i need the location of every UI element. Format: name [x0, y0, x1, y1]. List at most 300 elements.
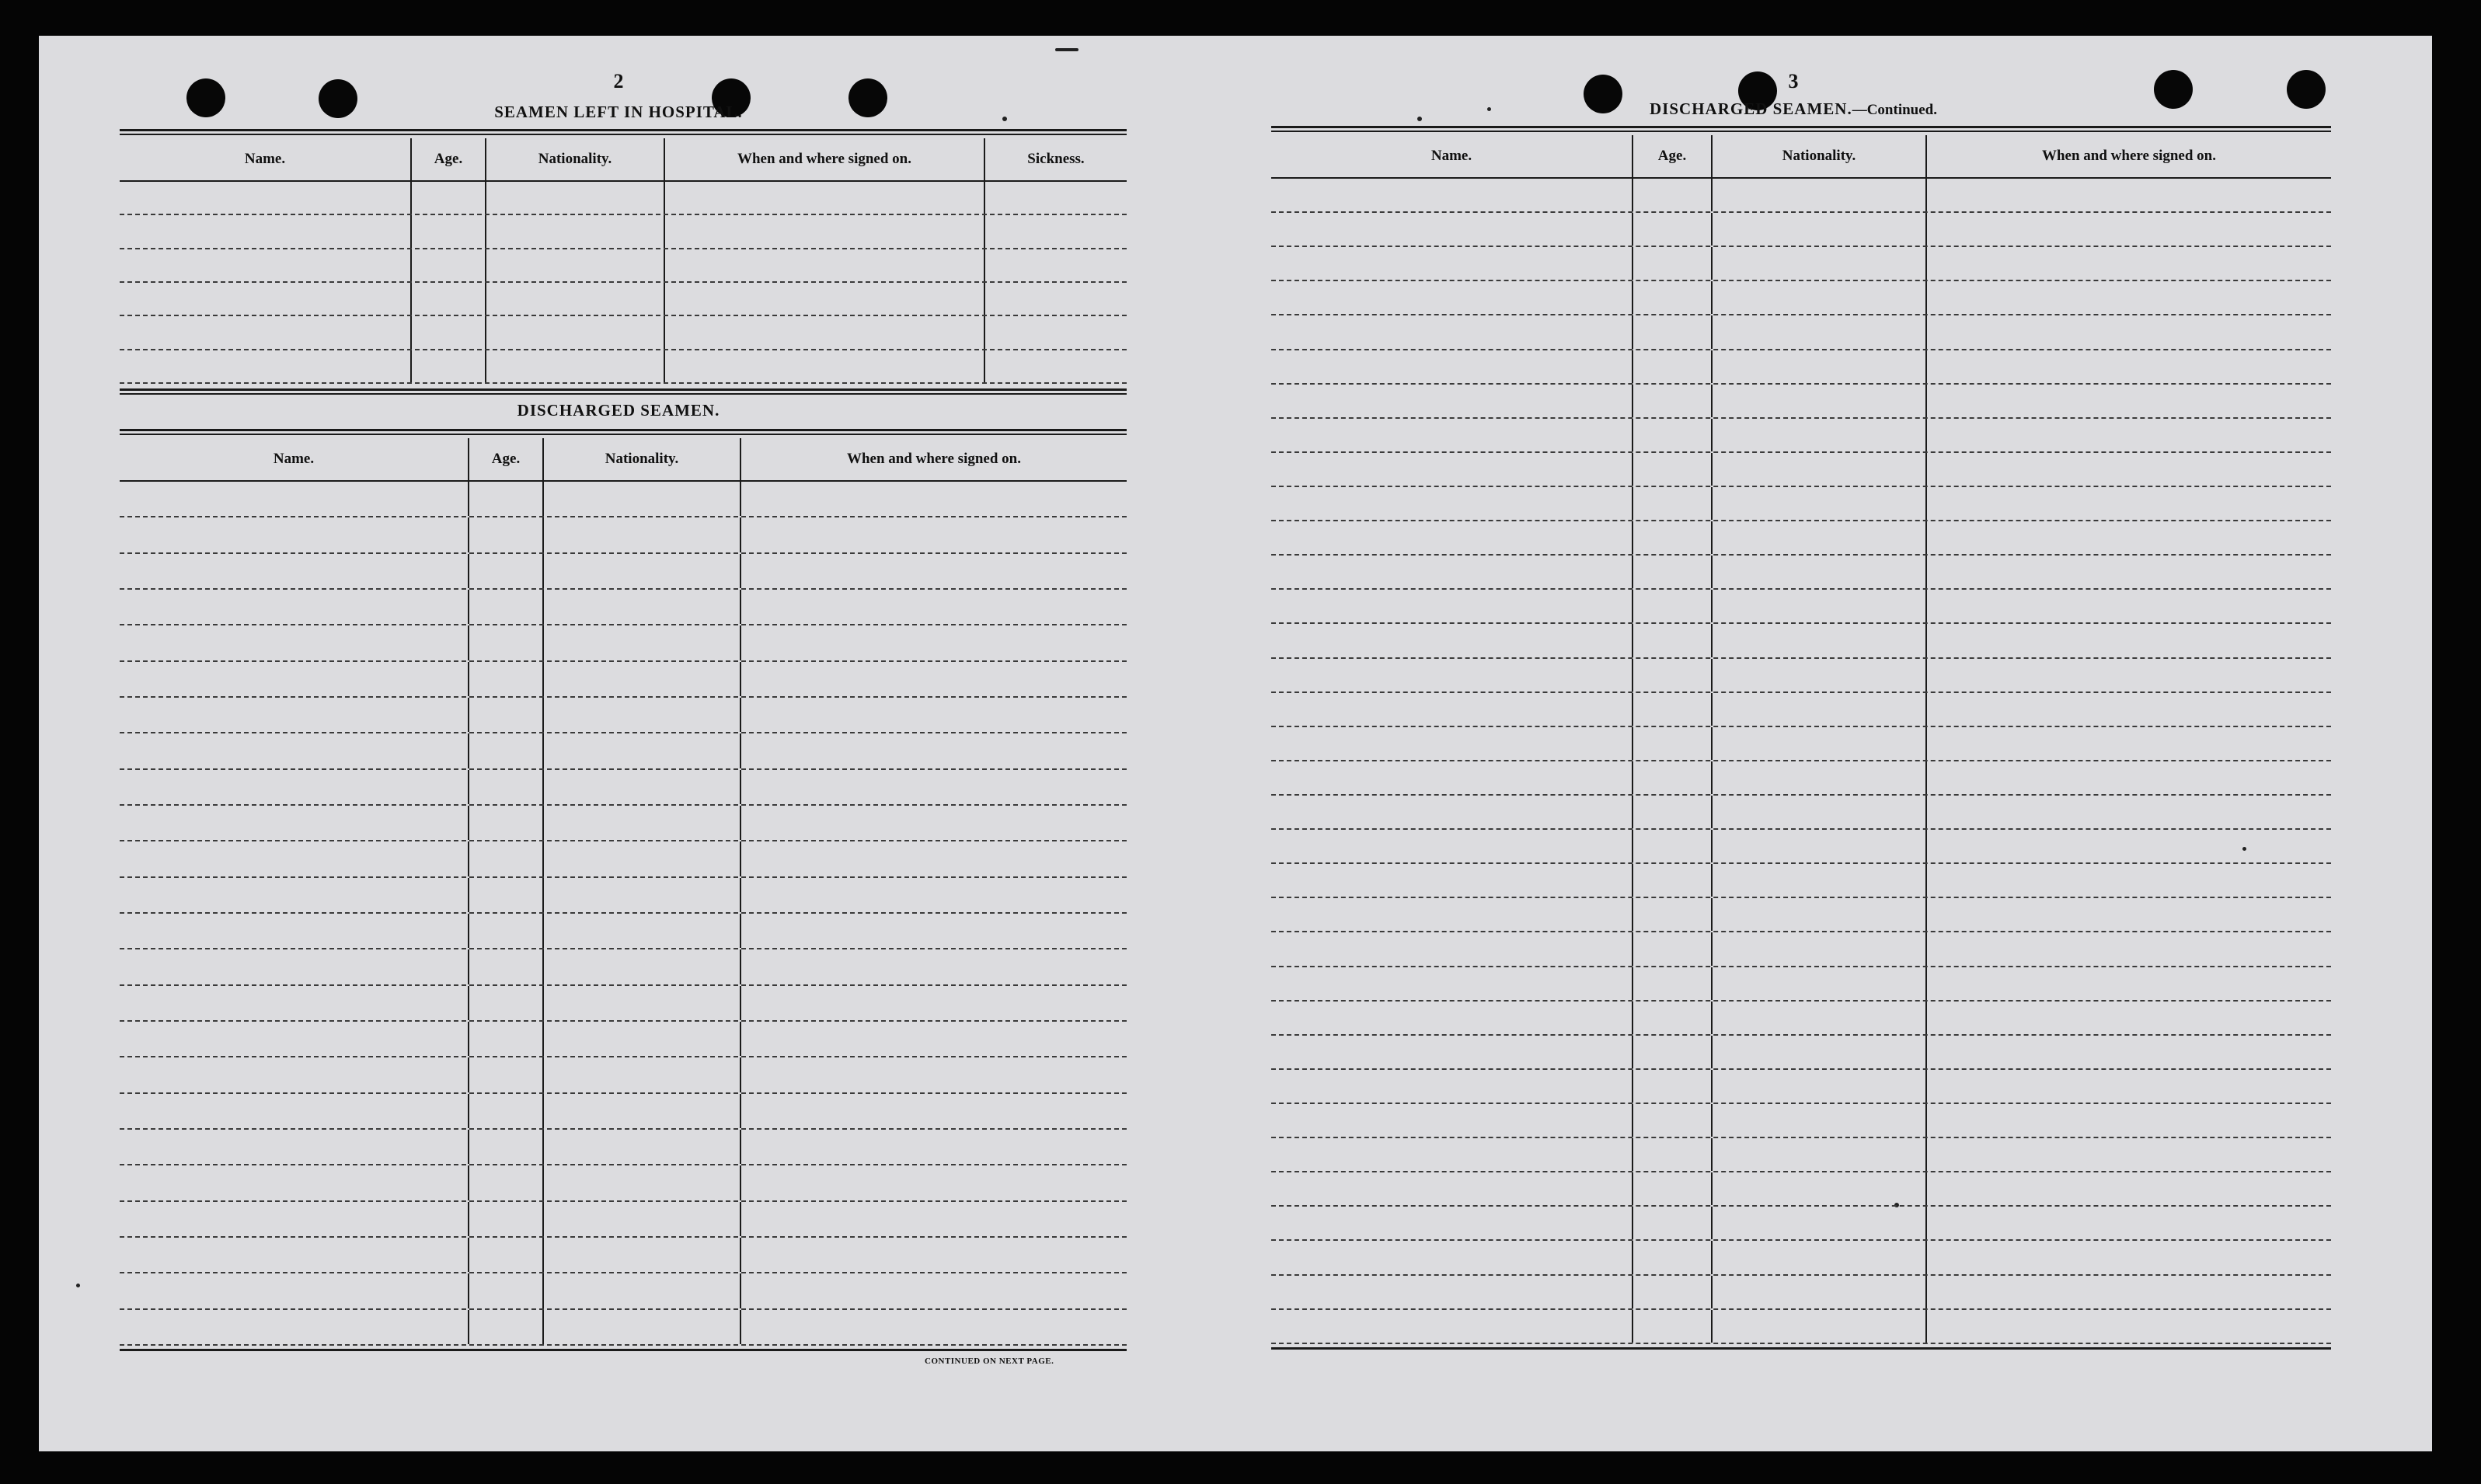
table-cell	[1925, 350, 2331, 383]
table-cell	[1711, 1036, 1925, 1068]
table-cell	[1925, 1172, 2331, 1205]
table-cell	[1925, 967, 2331, 1000]
ink-speck	[1417, 117, 1422, 121]
table-row	[120, 182, 1127, 215]
table-cell	[1711, 556, 1925, 588]
table-cell	[485, 283, 664, 315]
col-header-age: Age.	[468, 438, 542, 480]
table-cell	[1271, 1207, 1632, 1239]
table-row	[1271, 556, 2331, 590]
table-cell	[1632, 659, 1711, 691]
table-cell	[468, 733, 542, 768]
table-cell	[1925, 693, 2331, 726]
ink-speck	[1002, 117, 1007, 121]
table-row	[1271, 624, 2331, 658]
hospital-header-rule	[120, 129, 1127, 135]
table-cell	[1271, 453, 1632, 486]
table-row	[120, 841, 1127, 877]
table-cell	[1271, 315, 1632, 348]
discharged-table-left	[120, 438, 1127, 1347]
punch-hole	[2154, 70, 2193, 109]
punch-hole	[848, 78, 887, 117]
table-cell	[740, 733, 1127, 768]
table-cell	[1925, 247, 2331, 280]
table-cell	[1271, 213, 1632, 246]
table-cell	[1711, 830, 1925, 862]
table-cell	[468, 878, 542, 912]
table-cell	[1925, 761, 2331, 794]
table-cell	[1632, 1002, 1711, 1034]
table-cell	[664, 215, 984, 247]
table-cell	[542, 1022, 740, 1056]
table-cell	[1925, 1138, 2331, 1171]
table-cell	[1925, 830, 2331, 862]
right-bottom-rule	[1271, 1347, 2331, 1350]
table-cell	[1711, 1138, 1925, 1171]
table-cell	[120, 1165, 468, 1200]
table-row	[120, 698, 1127, 733]
table-cell	[120, 1057, 468, 1092]
table-row	[1271, 898, 2331, 932]
table-cell	[1711, 659, 1925, 691]
table-cell	[468, 986, 542, 1020]
table-cell	[1632, 590, 1711, 622]
table-row	[1271, 1241, 2331, 1275]
table-row	[1271, 1002, 2331, 1036]
table-cell	[1925, 385, 2331, 417]
table-cell	[1711, 727, 1925, 760]
table-cell	[120, 554, 468, 588]
table-cell	[1711, 1310, 1925, 1343]
table-cell	[485, 182, 664, 214]
table-cell	[542, 625, 740, 660]
table-cell	[1632, 1310, 1711, 1343]
table-cell	[410, 350, 485, 382]
discharged-top-rule	[120, 388, 1127, 395]
table-cell	[1925, 1207, 2331, 1239]
table-cell	[740, 517, 1127, 552]
table-cell	[468, 662, 542, 696]
table-cell	[1925, 1276, 2331, 1308]
table-cell	[664, 283, 984, 315]
table-cell	[468, 1310, 542, 1344]
table-cell	[542, 698, 740, 732]
table-cell	[1271, 830, 1632, 862]
table-cell	[1925, 521, 2331, 554]
table-cell	[1271, 487, 1632, 520]
table-cell	[468, 1057, 542, 1092]
table-cell	[468, 625, 542, 660]
discharged-title-text: DISCHARGED SEAMEN.	[1650, 99, 1852, 118]
table-cell	[1632, 281, 1711, 314]
table-row	[120, 249, 1127, 283]
table-row	[1271, 967, 2331, 1002]
table-cell	[664, 350, 984, 382]
table-row	[120, 1130, 1127, 1165]
table-cell	[120, 182, 410, 214]
table-row	[120, 949, 1127, 985]
table-cell	[1632, 693, 1711, 726]
table-cell	[1271, 590, 1632, 622]
continued-suffix: —Continued.	[1852, 102, 1937, 118]
punch-hole	[1584, 75, 1622, 113]
table-cell	[1632, 761, 1711, 794]
table-cell	[468, 554, 542, 588]
table-cell	[542, 733, 740, 768]
col-header-name: Name.	[273, 451, 315, 467]
discharged-header-rule	[120, 429, 1127, 435]
table-cell	[542, 1165, 740, 1200]
table-cell	[1711, 1104, 1925, 1137]
col-header-nationality: Nationality.	[542, 438, 740, 480]
discharged-table-left-body	[120, 482, 1127, 1347]
col-header-sickness: Sickness.	[984, 138, 1127, 180]
table-cell	[1271, 1036, 1632, 1068]
ink-speck	[76, 1284, 80, 1287]
table-cell	[740, 1094, 1127, 1128]
table-cell	[1925, 590, 2331, 622]
discharged-section-title-left: DISCHARGED SEAMEN.	[517, 401, 720, 420]
table-cell	[1711, 864, 1925, 897]
table-row	[1271, 350, 2331, 385]
table-row	[120, 482, 1127, 517]
table-cell	[1925, 796, 2331, 828]
table-cell	[1711, 761, 1925, 794]
table-row	[120, 1238, 1127, 1273]
table-row	[120, 350, 1127, 384]
table-row	[120, 215, 1127, 249]
table-cell	[740, 841, 1127, 876]
table-cell	[1632, 830, 1711, 862]
table-cell	[1632, 315, 1711, 348]
table-cell	[1711, 932, 1925, 965]
table-cell	[468, 1238, 542, 1272]
table-row	[1271, 179, 2331, 213]
table-cell	[120, 698, 468, 732]
table-cell	[1711, 1207, 1925, 1239]
hospital-table-body	[120, 182, 1127, 385]
col-header-age: Age.	[1632, 135, 1711, 177]
hospital-section-title: SEAMEN LEFT IN HOSPITAL.	[494, 103, 743, 121]
table-cell	[1632, 213, 1711, 246]
table-cell	[120, 1022, 468, 1056]
table-cell	[1925, 1002, 2331, 1034]
table-cell	[542, 590, 740, 624]
table-row	[120, 733, 1127, 769]
table-cell	[542, 517, 740, 552]
table-cell	[1271, 179, 1632, 211]
table-cell	[1711, 1172, 1925, 1205]
table-cell	[542, 482, 740, 516]
table-cell	[1925, 453, 2331, 486]
table-row	[120, 878, 1127, 914]
table-cell	[542, 1310, 740, 1344]
table-cell	[1632, 1104, 1711, 1137]
table-cell	[120, 949, 468, 984]
table-cell	[468, 949, 542, 984]
table-row	[1271, 247, 2331, 281]
table-row	[1271, 590, 2331, 624]
table-row	[1271, 453, 2331, 487]
table-row	[120, 1310, 1127, 1346]
table-cell	[1711, 693, 1925, 726]
ink-speck	[1055, 48, 1078, 51]
table-row	[1271, 1104, 2331, 1138]
table-row	[120, 283, 1127, 316]
table-cell	[1711, 247, 1925, 280]
table-cell	[1632, 1172, 1711, 1205]
table-row	[1271, 1036, 2331, 1070]
table-cell	[1632, 453, 1711, 486]
table-cell	[1925, 932, 2331, 965]
table-cell	[120, 316, 410, 348]
table-cell	[120, 914, 468, 948]
table-cell	[1271, 419, 1632, 451]
table-cell	[1711, 898, 1925, 931]
table-cell	[1632, 624, 1711, 657]
table-cell	[1632, 556, 1711, 588]
table-cell	[120, 517, 468, 552]
table-row	[120, 590, 1127, 625]
table-cell	[468, 1022, 542, 1056]
table-cell	[1271, 932, 1632, 965]
table-cell	[1711, 213, 1925, 246]
table-cell	[120, 662, 468, 696]
table-cell	[1711, 350, 1925, 383]
table-row	[1271, 213, 2331, 247]
table-cell	[740, 1057, 1127, 1092]
table-cell	[740, 806, 1127, 840]
table-row	[120, 1094, 1127, 1130]
punch-hole	[319, 79, 357, 118]
table-cell	[120, 1202, 468, 1236]
table-cell	[485, 215, 664, 247]
table-cell	[664, 249, 984, 281]
table-cell	[1925, 1104, 2331, 1137]
table-cell	[468, 482, 542, 516]
table-cell	[1271, 693, 1632, 726]
page-number-left: 2	[613, 70, 624, 92]
table-row	[1271, 659, 2331, 693]
table-row	[120, 1022, 1127, 1057]
table-cell	[120, 1310, 468, 1344]
table-cell	[740, 590, 1127, 624]
table-row	[1271, 385, 2331, 419]
table-cell	[1632, 864, 1711, 897]
table-cell	[740, 1202, 1127, 1236]
table-cell	[984, 350, 1127, 382]
table-cell	[468, 1273, 542, 1308]
table-cell	[1925, 556, 2331, 588]
table-cell	[1271, 1172, 1632, 1205]
table-cell	[1711, 1070, 1925, 1103]
table-cell	[984, 182, 1127, 214]
table-cell	[1271, 864, 1632, 897]
table-cell	[120, 590, 468, 624]
table-cell	[1271, 350, 1632, 383]
table-row	[1271, 1138, 2331, 1172]
table-row	[1271, 932, 2331, 967]
table-cell	[1632, 385, 1711, 417]
table-cell	[984, 283, 1127, 315]
col-header-nationality: Nationality.	[1711, 135, 1925, 177]
table-cell	[120, 878, 468, 912]
table-cell	[468, 590, 542, 624]
table-cell	[1632, 967, 1711, 1000]
table-cell	[120, 770, 468, 804]
table-row	[1271, 796, 2331, 830]
table-cell	[1925, 281, 2331, 314]
table-cell	[984, 249, 1127, 281]
table-cell	[740, 1130, 1127, 1164]
table-cell	[542, 986, 740, 1020]
table-cell	[1711, 281, 1925, 314]
table-cell	[1711, 967, 1925, 1000]
table-cell	[1632, 247, 1711, 280]
table-cell	[1925, 624, 2331, 657]
table-cell	[1632, 179, 1711, 211]
table-cell	[1632, 1070, 1711, 1103]
table-cell	[542, 1094, 740, 1128]
table-cell	[120, 733, 468, 768]
table-cell	[984, 215, 1127, 247]
table-cell	[410, 316, 485, 348]
table-cell	[485, 350, 664, 382]
table-cell	[740, 1165, 1127, 1200]
table-cell	[542, 1238, 740, 1272]
table-row	[120, 986, 1127, 1022]
table-row	[1271, 830, 2331, 864]
col-header-signed-on: When and where signed on.	[740, 438, 1127, 480]
table-cell	[120, 1130, 468, 1164]
table-cell	[468, 1130, 542, 1164]
col-header-name: Name.	[244, 151, 286, 167]
table-cell	[1271, 1276, 1632, 1308]
table-cell	[740, 878, 1127, 912]
table-cell	[740, 1238, 1127, 1272]
table-cell	[1632, 1276, 1711, 1308]
table-cell	[1711, 315, 1925, 348]
table-cell	[1711, 1276, 1925, 1308]
table-cell	[1632, 350, 1711, 383]
table-cell	[664, 182, 984, 214]
col-header-signed-on: When and where signed on.	[664, 138, 984, 180]
table-cell	[1632, 419, 1711, 451]
table-cell	[1271, 761, 1632, 794]
table-cell	[1925, 1310, 2331, 1343]
table-cell	[1711, 521, 1925, 554]
table-row	[1271, 315, 2331, 350]
table-row	[1271, 693, 2331, 727]
table-cell	[1925, 659, 2331, 691]
table-row	[1271, 1310, 2331, 1344]
table-cell	[468, 1202, 542, 1236]
table-cell	[1925, 727, 2331, 760]
table-row	[1271, 487, 2331, 521]
table-cell	[1271, 659, 1632, 691]
table-cell	[1632, 1207, 1711, 1239]
punch-hole	[2287, 70, 2326, 109]
table-cell	[468, 841, 542, 876]
table-cell	[542, 949, 740, 984]
table-cell	[1925, 1070, 2331, 1103]
table-cell	[542, 1273, 740, 1308]
table-cell	[1925, 179, 2331, 211]
table-cell	[468, 770, 542, 804]
col-header-age: Age.	[410, 138, 485, 180]
table-cell	[1271, 521, 1632, 554]
table-cell	[1925, 487, 2331, 520]
table-cell	[1925, 315, 2331, 348]
table-cell	[740, 482, 1127, 516]
table-cell	[542, 878, 740, 912]
table-row	[120, 554, 1127, 590]
discharged-section-title-right	[1650, 99, 1937, 119]
table-cell	[1925, 1036, 2331, 1068]
table-cell	[1711, 1241, 1925, 1273]
table-cell	[1632, 521, 1711, 554]
table-cell	[740, 662, 1127, 696]
table-row	[120, 517, 1127, 553]
table-cell	[1271, 385, 1632, 417]
table-row	[1271, 727, 2331, 761]
table-cell	[740, 1310, 1127, 1344]
punch-hole	[186, 78, 225, 117]
page-number-right: 3	[1788, 70, 1799, 92]
table-cell	[1632, 1241, 1711, 1273]
table-cell	[542, 806, 740, 840]
table-cell	[468, 1165, 542, 1200]
table-cell	[740, 554, 1127, 588]
discharged-table-right-body	[1271, 179, 2331, 1346]
ink-speck	[1487, 107, 1491, 111]
table-cell	[740, 625, 1127, 660]
table-cell	[740, 1273, 1127, 1308]
table-cell	[1632, 727, 1711, 760]
table-row	[1271, 1276, 2331, 1310]
table-cell	[1925, 864, 2331, 897]
table-cell	[1271, 556, 1632, 588]
table-cell	[1271, 1241, 1632, 1273]
left-bottom-rule	[120, 1349, 1127, 1351]
table-cell	[120, 841, 468, 876]
table-cell	[1271, 898, 1632, 931]
table-row	[120, 625, 1127, 661]
table-cell	[120, 249, 410, 281]
table-cell	[1711, 1002, 1925, 1034]
table-cell	[1925, 898, 2331, 931]
table-cell	[542, 914, 740, 948]
table-cell	[485, 316, 664, 348]
table-cell	[120, 482, 468, 516]
table-cell	[1711, 624, 1925, 657]
table-cell	[120, 215, 410, 247]
table-row	[120, 316, 1127, 350]
table-cell	[1711, 419, 1925, 451]
table-cell	[1711, 796, 1925, 828]
table-cell	[1632, 932, 1711, 965]
hospital-table	[120, 138, 1127, 385]
table-cell	[468, 517, 542, 552]
table-cell	[1632, 1036, 1711, 1068]
table-row	[1271, 1172, 2331, 1207]
table-cell	[468, 1094, 542, 1128]
table-row	[120, 1057, 1127, 1093]
table-cell	[1271, 1002, 1632, 1034]
table-row	[120, 770, 1127, 806]
table-row	[120, 806, 1127, 841]
table-cell	[468, 698, 542, 732]
